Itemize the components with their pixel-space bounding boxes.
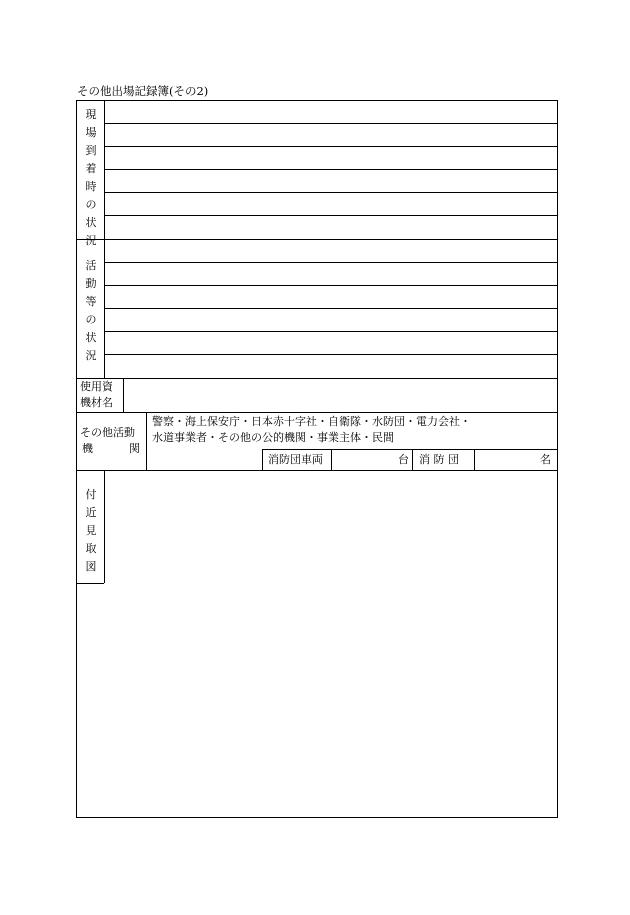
arrival-label-char: 時 (85, 180, 97, 193)
activity-section-label (77, 257, 105, 365)
counts-cell-divider (412, 449, 413, 470)
vehicles-unit: 台 (398, 453, 409, 466)
persons-unit: 名 (540, 453, 551, 466)
form-title: その他出場記録簿(その2) (77, 84, 209, 98)
map-section-label (77, 486, 105, 576)
arrival-label-char: 到 (85, 144, 97, 157)
arrival-write-line[interactable] (104, 215, 557, 216)
activity-label-char: 状 (85, 331, 97, 344)
fire-corps-count-field[interactable] (475, 450, 539, 469)
arrival-write-line[interactable] (104, 123, 557, 124)
arrival-write-line[interactable] (104, 146, 557, 147)
activity-write-line[interactable] (104, 308, 557, 309)
other-agencies-label-kan: 関 (129, 442, 140, 455)
arrival-label-char: 状 (85, 216, 97, 229)
map-label-char: 図 (85, 560, 97, 573)
arrival-label-char: 場 (85, 126, 97, 139)
map-label-char: 取 (85, 542, 97, 555)
activity-label-char: 況 (85, 349, 97, 362)
map-label-char: 付 (85, 488, 97, 501)
agencies-label-divider (146, 413, 147, 470)
fire-corps-label: 消 防 団 (419, 453, 459, 466)
activity-write-line[interactable] (104, 262, 557, 263)
activity-label-char: 動 (85, 277, 97, 290)
activity-label-char: 等 (85, 295, 97, 308)
equipment-field[interactable] (124, 379, 557, 412)
arrival-section-label (77, 106, 105, 250)
agencies-list-line: 水道事業者・その他の公的機関・事業主体・民間 (152, 431, 394, 444)
map-label-bottom (77, 583, 104, 584)
equipment-label: 機材名 (80, 396, 113, 409)
arrival-write-line[interactable] (104, 192, 557, 193)
section-divider (77, 239, 557, 240)
other-agencies-label: その他活動 (80, 426, 135, 439)
vehicle-count-field[interactable] (332, 450, 398, 469)
activity-label-char: 活 (85, 259, 97, 272)
activity-write-line[interactable] (104, 354, 557, 355)
counts-cell-divider (262, 449, 263, 470)
sketch-map-area[interactable] (105, 471, 557, 817)
fire-corps-vehicles-label: 消防団車両 (268, 453, 323, 466)
section-divider (77, 412, 557, 413)
other-agencies-label-ki: 機 (82, 442, 93, 455)
arrival-label-char: 況 (85, 234, 97, 247)
arrival-label-char: 現 (85, 108, 97, 121)
activity-write-line[interactable] (104, 331, 557, 332)
activity-label-char: の (85, 313, 97, 326)
equipment-label: 使用資 (80, 380, 113, 393)
arrival-label-char: の (85, 198, 97, 211)
arrival-label-char: 着 (85, 162, 97, 175)
agencies-list-line: 警察・海上保安庁・日本赤十字社・自衛隊・水防団・電力会社・ (152, 415, 471, 428)
arrival-write-line[interactable] (104, 169, 557, 170)
map-label-char: 見 (85, 524, 97, 537)
activity-write-line[interactable] (104, 285, 557, 286)
map-label-char: 近 (85, 506, 97, 519)
